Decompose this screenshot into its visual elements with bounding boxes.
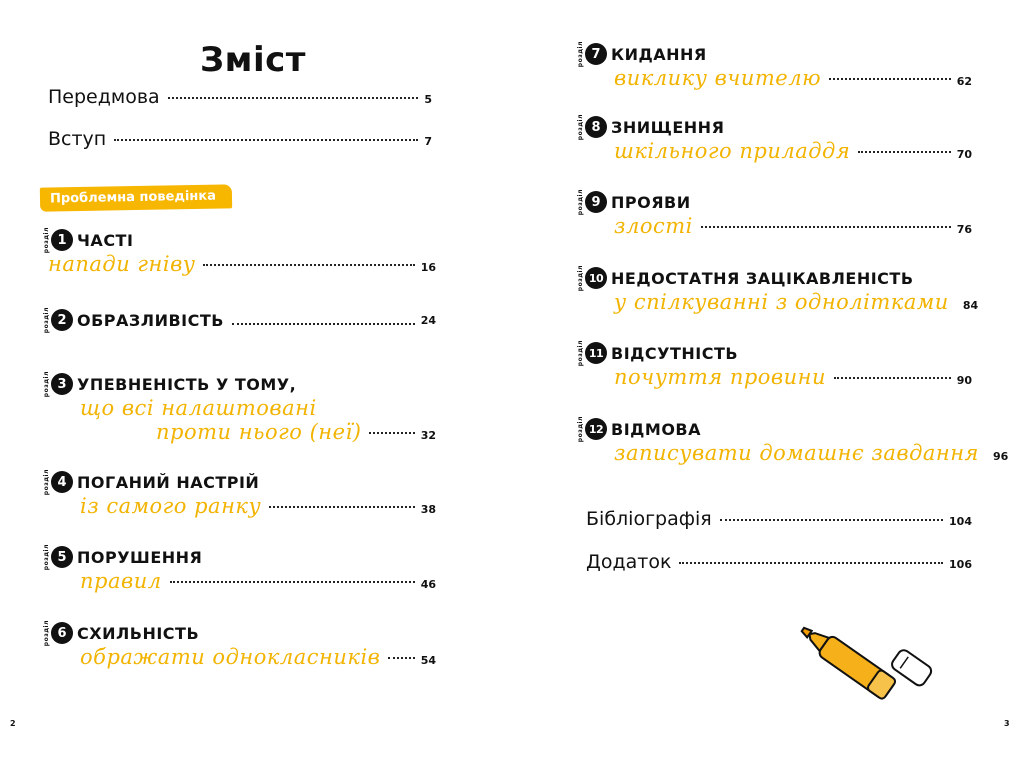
chapter-tag: розділ <box>577 264 584 292</box>
chapter-tag: розділ <box>43 370 50 398</box>
chapter-tag: розділ <box>577 113 584 141</box>
dot-leader <box>858 151 950 153</box>
chapter-subtitle: виклику вчителю <box>614 66 822 90</box>
chapter-title: ЧАСТІ <box>77 230 134 250</box>
chapter-subtitle: у спілкуванні з однолітками <box>614 290 949 314</box>
chapter-title: ОБРАЗЛИВІСТЬ <box>77 310 224 330</box>
chapter-subtitle: ображати однокласників <box>80 645 381 669</box>
chapter-tag: розділ <box>43 226 50 254</box>
chapter-title: СХИЛЬНІСТЬ <box>77 623 200 643</box>
chapter-title: ПРОЯВИ <box>611 192 691 212</box>
chapter-tag: розділ <box>43 306 50 334</box>
chapter-number-badge: 9 <box>585 191 607 213</box>
chapter-tag: розділ <box>577 188 584 216</box>
chapter-title: ВІДМОВА <box>611 419 701 439</box>
right-page <box>512 0 1024 768</box>
toc-entry-bibliography[interactable] <box>586 508 972 530</box>
chapter-subtitle: злості <box>614 214 693 238</box>
chapter-tag: розділ <box>577 40 584 68</box>
page-number-right: 3 <box>1004 719 1010 728</box>
dot-leader <box>203 264 414 266</box>
dot-leader <box>701 226 951 228</box>
chapter-tag: розділ <box>577 339 584 367</box>
chapter-subtitle: шкільного приладдя <box>614 139 851 163</box>
chapter-page-number: 62 <box>956 75 972 88</box>
chapter-subtitle: правил <box>80 569 162 593</box>
chapter-page-number: 96 <box>992 450 1009 463</box>
chapter-number-badge: 2 <box>51 309 73 331</box>
chapter-subtitle: записувати домашнє завдання <box>614 441 979 465</box>
toc-label: Бібліографія <box>586 508 712 530</box>
chapter-number-badge: 6 <box>51 622 73 644</box>
toc-chapter-4[interactable] <box>44 470 436 518</box>
chapter-tag: розділ <box>43 543 50 571</box>
chapter-page-number: 16 <box>420 261 436 274</box>
toc-page-number: 104 <box>949 515 972 528</box>
page-title: Зміст <box>200 40 306 80</box>
dot-leader <box>168 97 419 99</box>
toc-chapter-8[interactable] <box>578 115 972 163</box>
toc-entry-appendix[interactable] <box>586 551 972 573</box>
toc-entry-intro[interactable] <box>48 128 432 150</box>
chapter-number-badge: 8 <box>585 116 607 138</box>
chapter-tag: розділ <box>577 415 584 443</box>
chapter-subtitle-line-2: проти нього (неї) <box>156 420 362 444</box>
chapter-page-number: 76 <box>956 223 972 236</box>
dot-leader <box>388 657 414 659</box>
toc-chapter-12[interactable] <box>577 415 1009 465</box>
chapter-page-number: 46 <box>420 578 436 591</box>
chapter-title: ЗНИЩЕННЯ <box>611 117 725 137</box>
dot-leader <box>834 377 951 379</box>
chapter-number-badge: 5 <box>51 546 73 568</box>
chapter-number-badge: 4 <box>51 471 73 493</box>
toc-chapter-7[interactable] <box>578 42 972 90</box>
toc-chapter-3[interactable] <box>44 372 436 444</box>
dot-leader <box>114 139 418 141</box>
toc-page-number: 5 <box>424 93 432 106</box>
toc-chapter-11[interactable] <box>578 341 972 389</box>
toc-label: Передмова <box>48 86 160 108</box>
chapter-page-number: 32 <box>420 429 436 442</box>
chapter-number-badge: 10 <box>585 267 607 289</box>
toc-chapter-9[interactable] <box>578 190 972 238</box>
chapter-tag: розділ <box>43 619 50 647</box>
toc-label: Додаток <box>586 551 672 573</box>
chapter-number-badge: 3 <box>51 373 73 395</box>
chapter-title: ПОРУШЕННЯ <box>77 547 203 567</box>
chapter-title: УПЕВНЕНІСТЬ У ТОМУ, <box>77 374 297 394</box>
dot-leader <box>232 323 415 325</box>
chapter-number-badge: 12 <box>585 418 607 440</box>
dot-leader <box>829 78 951 80</box>
chapter-number-badge: 11 <box>585 342 607 364</box>
chapter-page-number: 70 <box>956 148 972 161</box>
chapter-subtitle: почуття провини <box>614 365 827 389</box>
dot-leader <box>369 432 414 434</box>
chapter-title: ВІДСУТНІСТЬ <box>611 343 739 363</box>
toc-chapter-1[interactable] <box>44 228 436 276</box>
chapter-number-badge: 1 <box>51 229 73 251</box>
chapter-title: ПОГАНИЙ НАСТРІЙ <box>77 472 260 492</box>
toc-label: Вступ <box>48 128 107 150</box>
chapter-subtitle: напади гніву <box>48 252 196 276</box>
dot-leader <box>679 562 943 564</box>
toc-chapter-10[interactable] <box>577 264 979 314</box>
page-number-left: 2 <box>10 719 16 728</box>
toc-page-number: 106 <box>949 558 972 571</box>
toc-page-number: 7 <box>424 135 432 148</box>
chapter-subtitle: що всі налаштовані <box>80 396 317 420</box>
dot-leader <box>720 519 943 521</box>
chapter-number-badge: 7 <box>585 43 607 65</box>
chapter-page-number: 24 <box>420 313 436 327</box>
toc-chapter-5[interactable] <box>44 545 436 593</box>
toc-chapter-6[interactable] <box>44 621 436 669</box>
section-label: Проблемна поведінка <box>40 184 232 211</box>
toc-entry-foreword[interactable] <box>48 86 432 108</box>
toc-chapter-2[interactable] <box>44 308 436 332</box>
chapter-title: НЕДОСТАТНЯ ЗАЦІКАВЛЕНІСТЬ <box>611 268 914 288</box>
dot-leader <box>269 506 415 508</box>
chapter-page-number: 54 <box>420 654 436 667</box>
chapter-page-number: 90 <box>956 374 972 387</box>
marker-pen-icon <box>798 614 938 724</box>
chapter-page-number: 84 <box>962 299 979 312</box>
chapter-tag: розділ <box>43 468 50 496</box>
chapter-subtitle: із самого ранку <box>80 494 262 518</box>
chapter-title: КИДАННЯ <box>611 44 707 64</box>
chapter-page-number: 38 <box>420 503 436 516</box>
dot-leader <box>170 581 415 583</box>
